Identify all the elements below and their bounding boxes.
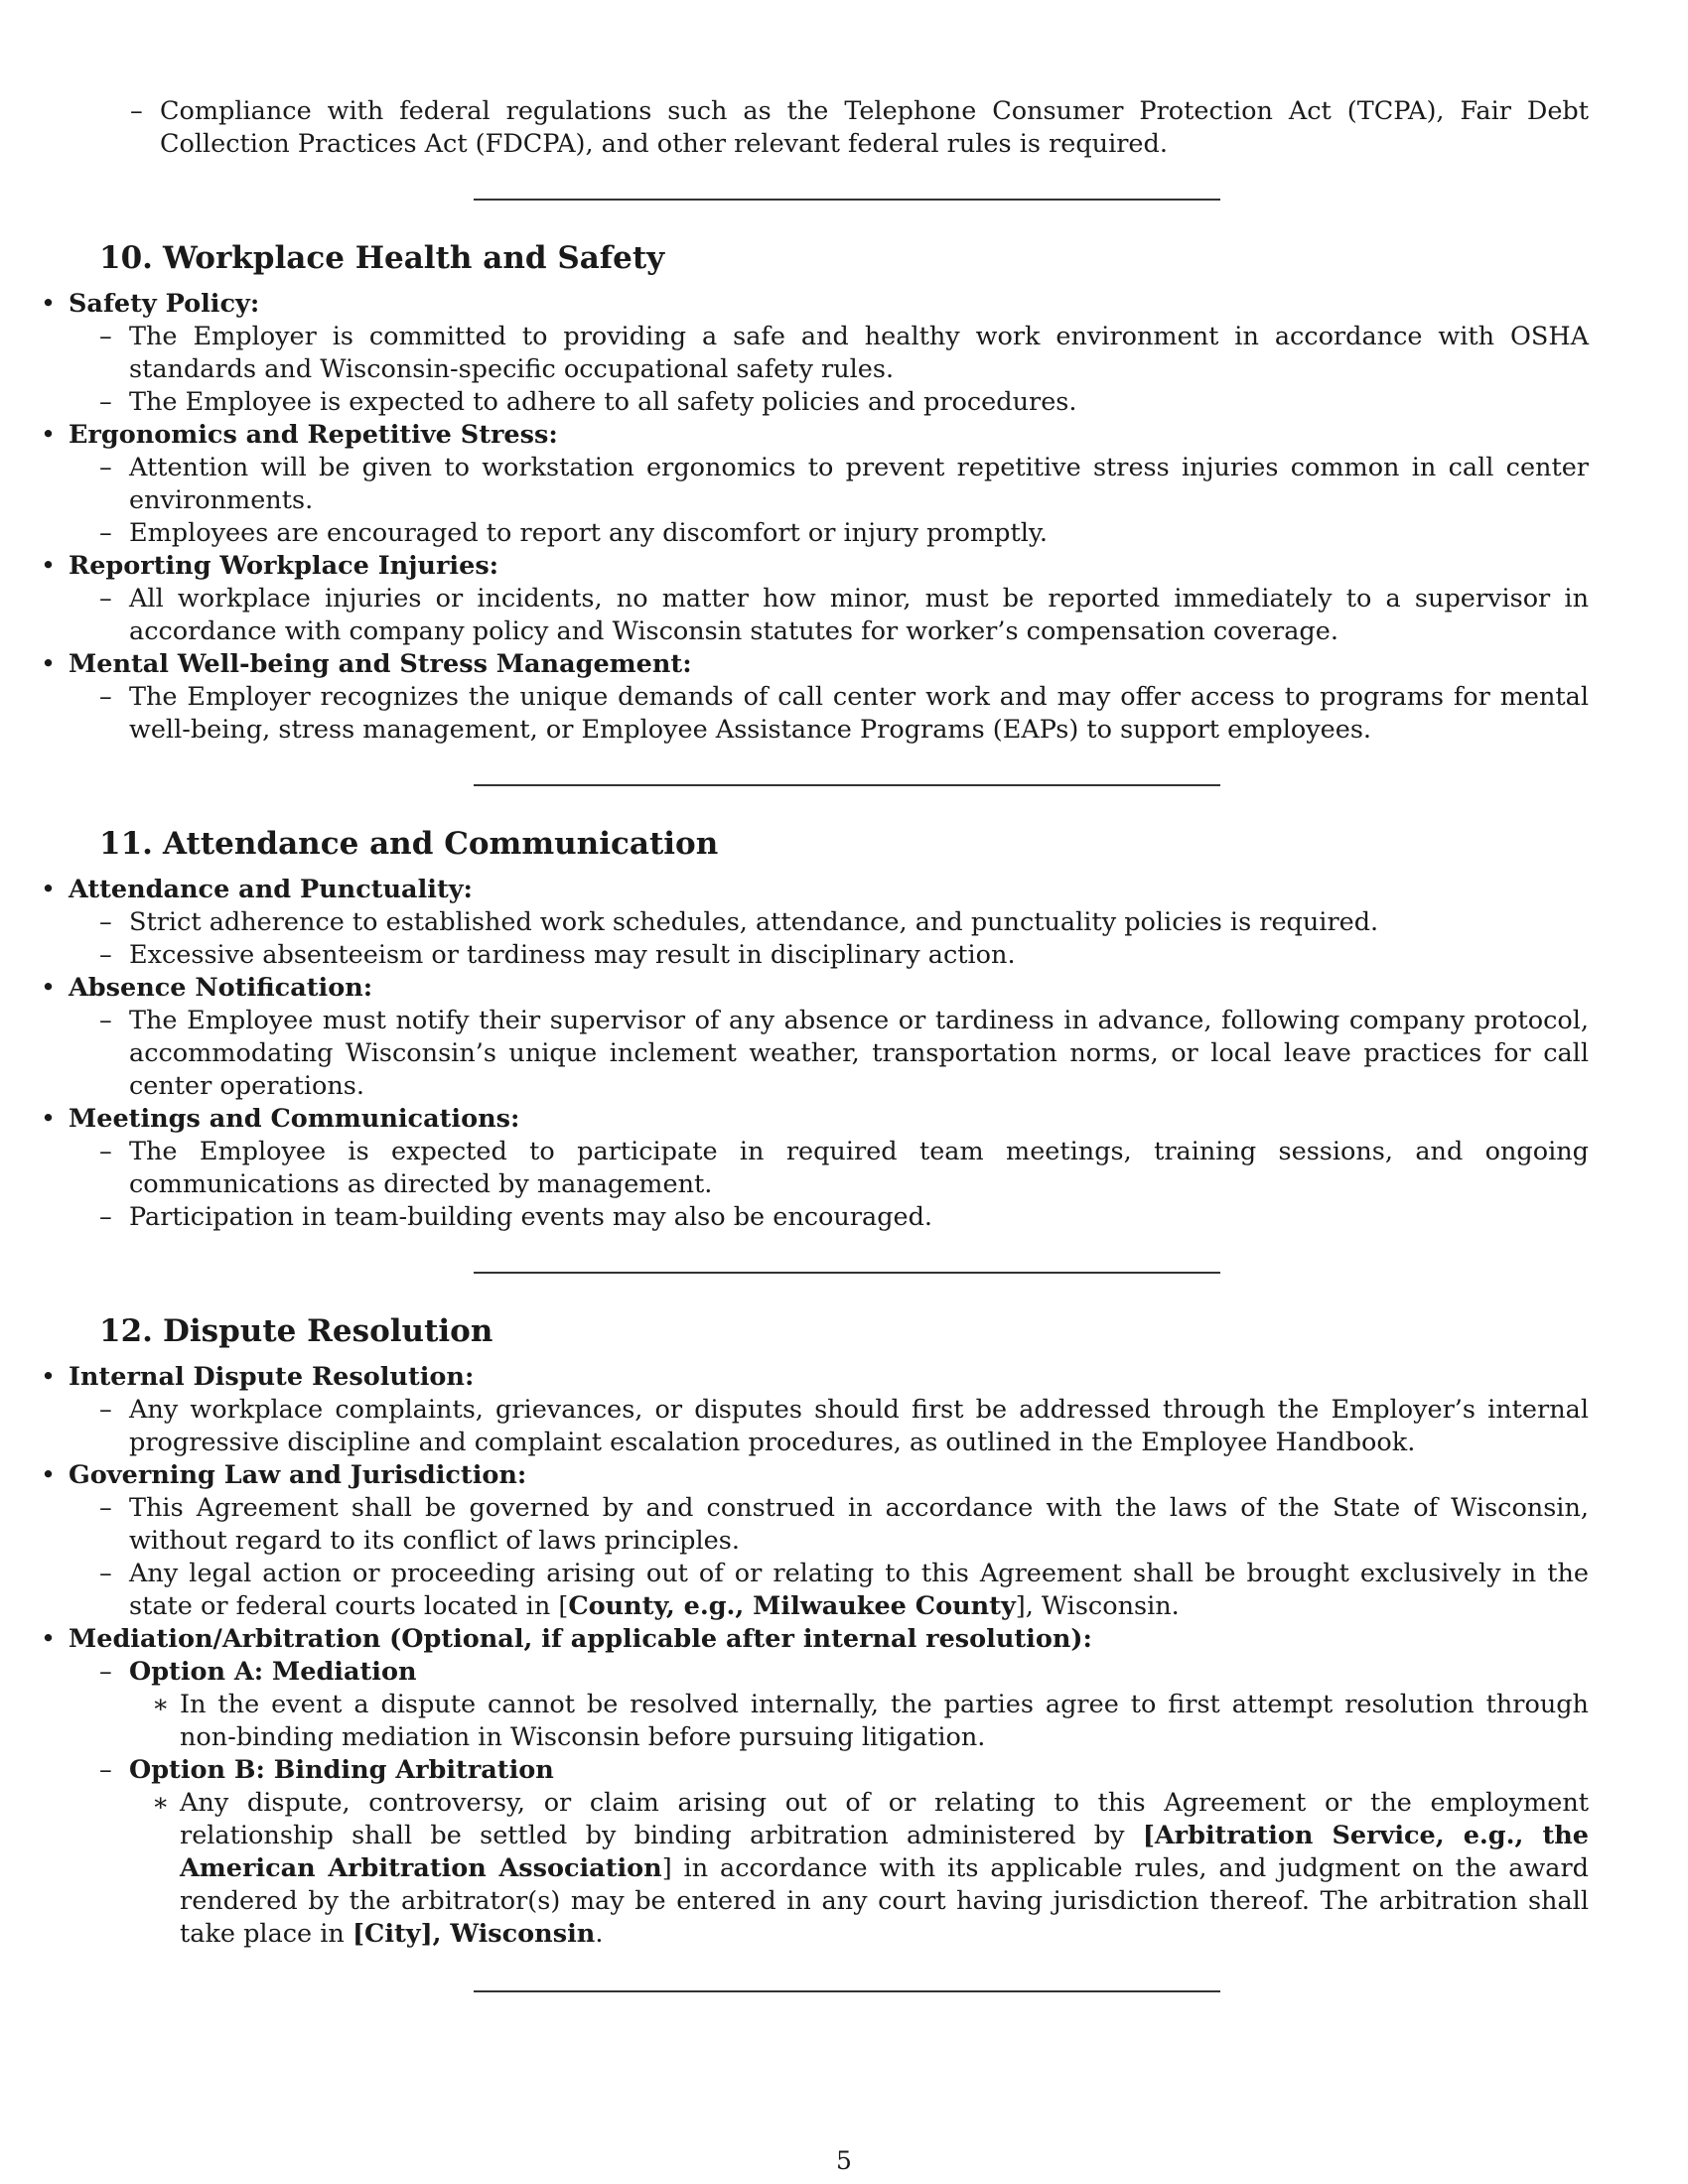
bullet-item-mental-wellbeing: [0, 648, 1589, 747]
section-11-list: [0, 874, 1589, 1234]
list-item-text-mid: ] in accordance with its applicable rules, and judgment on the award rendered by the arbitrator(s) may be entered in any court having jurisdiction thereof. The arbitration shall take place in: [180, 1853, 1589, 1949]
list-item-text-end: ], Wisconsin.: [1015, 1591, 1180, 1621]
section-heading-10: [99, 238, 1589, 278]
sub-list: [0, 1656, 1589, 1951]
section-heading-12: [99, 1311, 1589, 1351]
dash-marker: –: [99, 518, 112, 548]
section-10-list: [0, 288, 1589, 747]
bullet-item-safety-policy: [0, 288, 1589, 419]
bullet-item-meetings: [0, 1103, 1589, 1234]
section-12-list: [0, 1361, 1589, 1951]
bullet-label: Governing Law and Jurisdiction:: [69, 1460, 527, 1490]
bullet-marker: •: [41, 1624, 57, 1654]
section-divider: [474, 199, 1220, 201]
bullet-label: Attendance and Punctuality:: [69, 875, 473, 904]
list-item: [0, 681, 1589, 747]
list-item: [0, 583, 1589, 648]
bullet-marker: •: [41, 1460, 57, 1490]
bullet-marker: •: [41, 289, 57, 319]
bullet-label: Internal Dispute Resolution:: [69, 1362, 475, 1392]
section-title: Attendance and Communication: [163, 826, 719, 862]
list-item-text: Attention will be given to workstation ergonomics to prevent repetitive stress injuries common in call center environments.: [129, 453, 1589, 515]
intro-list: [99, 95, 1589, 161]
sub-list: [0, 1005, 1589, 1103]
section-divider: [474, 1272, 1220, 1274]
section-divider: [474, 1990, 1220, 1992]
list-item-text: Strict adherence to established work schedules, attendance, and punctuality policies is required.: [129, 907, 1379, 937]
star-marker: ∗: [152, 1788, 170, 1818]
section-divider: [474, 784, 1220, 786]
section-number: 12.: [99, 1313, 153, 1349]
dash-marker: –: [99, 907, 112, 937]
dash-marker: –: [99, 1755, 112, 1785]
dash-marker: –: [130, 96, 143, 126]
bullet-marker: •: [41, 1104, 57, 1134]
bullet-marker: •: [41, 875, 57, 904]
sub-list: [0, 906, 1589, 972]
dash-marker: –: [99, 1493, 112, 1523]
list-item-text: All workplace injuries or incidents, no matter how minor, must be reported immediately to a supervisor in accordance with company policy and Wisconsin statutes for worker’s compensation coverage.: [129, 584, 1589, 646]
list-item-text: Any legal action or proceeding arising out of or relating to this Agreement shall be brought exclusively in the state or federal courts located in: [129, 1559, 1589, 1621]
list-item: [0, 1136, 1589, 1201]
sub-list: [0, 583, 1589, 648]
bullet-item-attendance: [0, 874, 1589, 972]
list-item-text: Any workplace complaints, grievances, or disputes should first be addressed through the Employer’s internal progressive discipline and complaint escalation procedures, as outlined in the Employee Handbook.: [129, 1395, 1589, 1457]
list-item-text: The Employer recognizes the unique demands of call center work and may offer access to programs for mental well-being, stress management, or Employee Assistance Programs (EAPs) to support employees.: [129, 682, 1589, 745]
option-label: Option A: Mediation: [129, 1657, 417, 1687]
list-item-text: Participation in team-building events may also be encouraged.: [129, 1202, 933, 1232]
sub-list: [0, 1492, 1589, 1623]
list-item-text: The Employee is expected to participate in required team meetings, training sessions, and ongoing communications as directed by management.: [129, 1137, 1589, 1199]
list-item-text-end: .: [595, 1919, 604, 1949]
bullet-item-internal-dispute: [0, 1361, 1589, 1459]
dash-marker: –: [99, 1006, 112, 1035]
option-b-text: [0, 1787, 1589, 1951]
page-content: [41, 95, 1589, 1992]
bullet-label: Safety Policy:: [69, 289, 260, 319]
option-b: [0, 1754, 1589, 1787]
list-item: [0, 1005, 1589, 1103]
list-item: [31, 95, 1589, 161]
list-item-text: Employees are encouraged to report any discomfort or injury promptly.: [129, 518, 1049, 548]
option-label: Option B: Binding Arbitration: [129, 1755, 554, 1785]
dash-marker: –: [99, 1202, 112, 1232]
dash-marker: –: [99, 387, 112, 417]
section-number: 10.: [99, 240, 153, 276]
list-item: [0, 386, 1589, 419]
bullet-marker: •: [41, 973, 57, 1003]
bullet-item-ergonomics: [0, 419, 1589, 550]
bullet-label: Mental Well-being and Stress Management:: [69, 649, 692, 679]
list-item-text: Excessive absenteeism or tardiness may result in disciplinary action.: [129, 940, 1016, 970]
list-item-text: Any dispute, controversy, or claim arising out of or relating to this Agreement or the employment relationship shall be settled by binding arbitration administered by: [180, 1788, 1589, 1850]
star-marker: ∗: [152, 1690, 170, 1719]
sub-list: [0, 1394, 1589, 1459]
list-item-text: In the event a dispute cannot be resolved internally, the parties agree to first attempt resolution through non-binding mediation in Wisconsin before pursuing litigation.: [180, 1690, 1589, 1752]
bullet-item-governing-law: [0, 1459, 1589, 1623]
section-title: Workplace Health and Safety: [163, 240, 665, 276]
page-number: 5: [836, 2146, 852, 2175]
bullet-item-absence: [0, 972, 1589, 1103]
bullet-label: Ergonomics and Repetitive Stress:: [69, 420, 558, 450]
dash-marker: –: [99, 1395, 112, 1425]
list-item: [0, 452, 1589, 517]
bullet-marker: •: [41, 1362, 57, 1392]
bullet-item-reporting-injuries: [0, 550, 1589, 648]
list-item: [0, 906, 1589, 939]
list-item-text: The Employee must notify their supervisor of any absence or tardiness in advance, following company protocol, accommodating Wisconsin’s unique inclement weather, transportation norms, or local leave practices for call center operations.: [129, 1006, 1589, 1101]
list-item: [0, 1201, 1589, 1234]
placeholder-arbitration-service: [Arbitration Service, e.g., the American Arbitration Association: [180, 1821, 1589, 1883]
bullet-label: Reporting Workplace Injuries:: [69, 551, 499, 581]
list-item-text: This Agreement shall be governed by and construed in accordance with the laws of the State of Wisconsin, without regard to its conflict of laws principles.: [129, 1493, 1589, 1556]
list-item: [0, 1492, 1589, 1558]
bracket-open: [: [558, 1591, 569, 1621]
section-heading-11: [99, 824, 1589, 864]
bullet-marker: •: [41, 420, 57, 450]
sub-list: [0, 1136, 1589, 1234]
list-item-text: The Employer is committed to providing a safe and healthy work environment in accordance with OSHA standards and Wisconsin-specific occupational safety rules.: [129, 322, 1589, 384]
list-item-text: Compliance with federal regulations such as the Telephone Consumer Protection Act (TCPA), Fair Debt Collection Practices Act (FDCPA), and other relevant federal rules is required.: [160, 96, 1589, 159]
dash-marker: –: [99, 453, 112, 482]
dash-marker: –: [99, 1657, 112, 1687]
option-a: [0, 1656, 1589, 1689]
section-number: 11.: [99, 826, 153, 862]
dash-marker: –: [99, 1559, 112, 1588]
placeholder-city: [City], Wisconsin: [352, 1919, 596, 1949]
list-item: [0, 321, 1589, 386]
sub-list: [0, 681, 1589, 747]
bullet-label: Meetings and Communications:: [69, 1104, 520, 1134]
list-item: [0, 939, 1589, 972]
sub-list: [0, 452, 1589, 550]
dash-marker: –: [99, 322, 112, 351]
section-title: Dispute Resolution: [163, 1313, 493, 1349]
list-item-text: The Employee is expected to adhere to all safety policies and procedures.: [129, 387, 1077, 417]
bullet-label: Mediation/Arbitration (Optional, if applicable after internal resolution):: [69, 1624, 1092, 1654]
list-item: [0, 1558, 1589, 1623]
bullet-marker: •: [41, 649, 57, 679]
placeholder-county: County, e.g., Milwaukee County: [568, 1591, 1016, 1621]
dash-marker: –: [99, 584, 112, 614]
bullet-item-mediation-arbitration: [0, 1623, 1589, 1951]
dash-marker: –: [99, 682, 112, 712]
sub-list: [0, 321, 1589, 419]
option-a-text: [0, 1689, 1589, 1754]
bullet-marker: •: [41, 551, 57, 581]
list-item: [0, 1394, 1589, 1459]
bullet-label: Absence Notification:: [69, 973, 373, 1003]
dash-marker: –: [99, 940, 112, 970]
list-item: [0, 517, 1589, 550]
dash-marker: –: [99, 1137, 112, 1166]
